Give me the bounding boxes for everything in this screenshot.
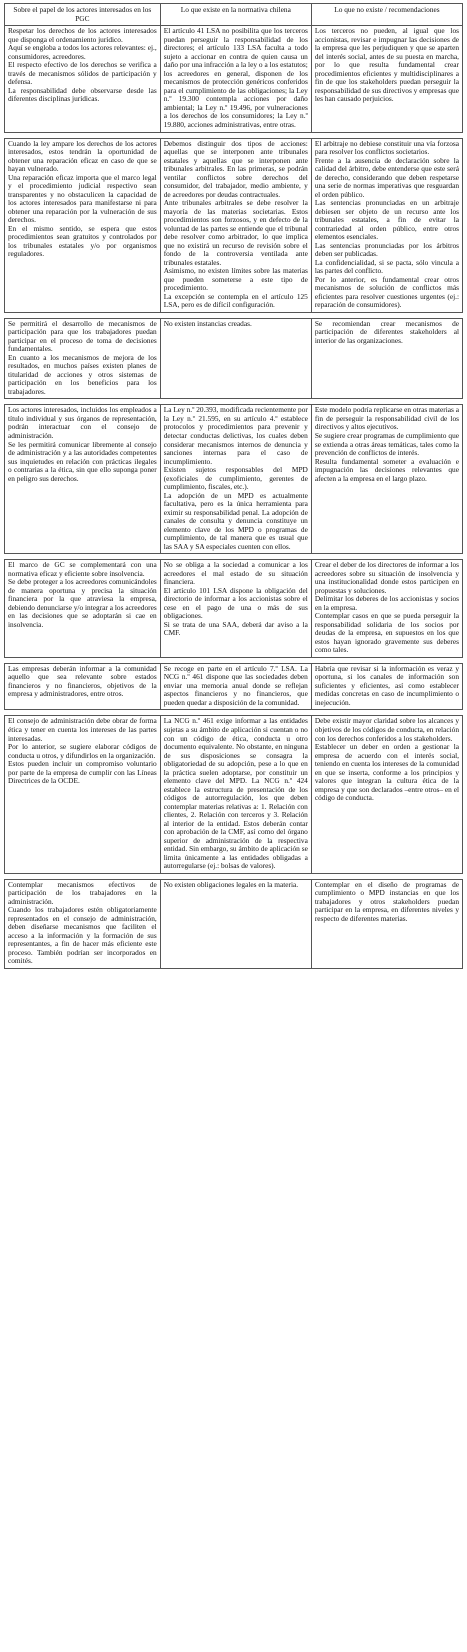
- cell-paragraph: Una reparación eficaz importa que el marco legal y el procedimiento judicial respectivo sean transparentes y no obstaculicen la capacidad de los actores interesados para manifestarse ni para obtener una reparación por la vulneración de sus derechos.: [8, 172, 157, 225]
- cell-paragraph: Contemplar casos en que se pueda perseguir la responsabilidad solidaria de los socios por deudas de la empresa, en supuestos en los que estos hayan ignorado gravemente sus deberes como tales.: [314, 611, 459, 655]
- chilean-regulation-cell: [160, 879, 311, 968]
- table-header-row: [5, 4, 463, 26]
- cell-paragraph: Las empresas deberán informar a la comunidad aquello que sea relevante sobre estados financieros y no financieros, objetivos de la empresa y administradores, entre otros.: [8, 663, 157, 699]
- cell-paragraph: Los actores interesados, incluidos los empleados a título individual y sus órganos de representación, podrán interactuar con el consejo de administración.: [8, 405, 157, 440]
- chilean-regulation-cell: [160, 318, 311, 399]
- cell-paragraph: Los terceros no pueden, al igual que los accionistas, revisar e impugnar las decisiones de la empresa que les perjudiquen y que se aparten del interés social, antes de su puesta en marcha, por lo que resulta fundamental crear procedimientos eficientes y multidisciplinares a fin de que los stakeholders puedan perseguir la responsabilidad de sus directivos y empresas que les han causado perjuicios.: [314, 26, 459, 104]
- comparison-table: [4, 3, 463, 969]
- stakeholder-role-cell: [5, 138, 161, 312]
- chilean-regulation-cell: [160, 560, 311, 658]
- cell-paragraph: La responsabilidad debe observarse desde las diferentes disciplinas jurídicas.: [8, 85, 157, 104]
- stakeholder-role-cell: [5, 560, 161, 658]
- cell-paragraph: Contemplar en el diseño de programas de cumplimiento o MPD instancias en que los trabajadores y otros stakeholders puedan participar en la empresa, en diferentes niveles y respecto de diferentes materias.: [314, 879, 459, 923]
- stakeholder-role-cell: [5, 26, 161, 132]
- cell-paragraph: Si se trata de una SAA, deberá dar aviso a la CMF.: [163, 619, 308, 638]
- cell-paragraph: Debe existir mayor claridad sobre los alcances y objetivos de los códigos de conducta, en relación con los derechos conferidos a los stakeholders.: [314, 716, 459, 743]
- table-row: [5, 879, 463, 968]
- recommendation-cell: [311, 405, 462, 554]
- table-row: [5, 26, 463, 132]
- cell-paragraph: Por lo anterior, se sugiere elaborar códigos de conducta u otros, y difundirlos en la organización.: [8, 742, 157, 760]
- recommendation-cell: [311, 560, 462, 658]
- cell-paragraph: Se les permitirá comunicar libremente al consejo de administración y a las autoridades competentes sus inquietudes en relación con prácticas ilegales o contrarias a la ética, sin que ello suponga poner en peligro sus derechos.: [8, 439, 157, 483]
- cell-paragraph: La NCG n.º 461 exige informar a las entidades sujetas a su ámbito de aplicación si cuentan o no con un código de ética, conducta u otro documento equivalente. No obstante, en ninguna de sus disposiciones se consagra la obligatoriedad de su adopción, pese a lo que en la práctica suelen adoptarse, por constituir un elemento clave del MPD. La NCG n.º 424 establece la estructura de presentación de los códigos de autorregulación, los que deben contemplar materias relativas a: 1. Relación con clientes, 2. Relación con terceros y 3. Relación al interior de la entidad. Estos deberán contar con aprobación de la CMF, así como del órgano superior de administración de la respectiva entidad. Sin embargo, su ámbito de aplicación se limita únicamente a las entidades obligadas a autorregularse (ej.: bolsas de valores).: [163, 716, 308, 871]
- header-stakeholder-role: Sobre el papel de los actores interesados en los PGC: [5, 4, 161, 26]
- cell-paragraph: Existen sujetos responsables del MPD (exoficiales de cumplimiento, gerentes de cumplimiento, fiscales, etc.).: [163, 465, 308, 492]
- cell-paragraph: Contemplar mecanismos efectivos de participación de los trabajadores en la administración.: [8, 879, 157, 906]
- cell-paragraph: El marco de GC se complementará con una normativa eficaz y eficiente sobre insolvencia.: [8, 560, 157, 578]
- recommendation-cell: [311, 138, 462, 312]
- cell-paragraph: No se obliga a la sociedad a comunicar a los acreedores el mal estado de su situación financiera.: [163, 560, 308, 587]
- recommendation-cell: [311, 716, 462, 873]
- cell-paragraph: En el mismo sentido, se espera que estos procedimientos sean gratuitos y controlados por los tribunales estatales y/o por organismos reguladores.: [8, 223, 157, 259]
- stakeholder-role-cell: [5, 879, 161, 968]
- cell-paragraph: Se permitirá el desarrollo de mecanismos de participación para que los trabajadores puedan participar en el proceso de toma de decisiones fundamentales.: [8, 318, 157, 354]
- header-recommendations: Lo que no existe / recomendaciones: [311, 4, 462, 26]
- chilean-regulation-cell: [160, 663, 311, 710]
- recommendation-cell: [311, 318, 462, 399]
- cell-paragraph: Estos pueden incluir un compromiso voluntario por parte de la empresa de cumplir con las Líneas Directrices de la OCDE.: [8, 759, 157, 786]
- cell-paragraph: Se debe proteger a los acreedores comunicándoles de manera oportuna y precisa la situación financiera por la que atraviesa la empresa, debiendo denunciarse y/o integrar a los acreedores en las decisiones que se adoptarán si cae en insolvencia.: [8, 577, 157, 629]
- recommendation-cell: [311, 663, 462, 710]
- cell-paragraph: La excepción se contempla en el artículo 125 LSA, pero es de difícil configuración.: [163, 291, 308, 310]
- cell-paragraph: Por lo anterior, es fundamental crear otros mecanismos de solución de conflictos más eficientes para resolver cuestiones urgentes (ej.: reparación de consumidores).: [314, 274, 459, 310]
- stakeholder-role-cell: [5, 318, 161, 399]
- cell-paragraph: En cuanto a los mecanismos de mejora de los resultados, en muchos países existen planes de titularidad de acciones y otros sistemas de participación en los beneficios para los trabajadores.: [8, 352, 157, 396]
- document-page: [4, 3, 463, 969]
- cell-paragraph: Se recoge en parte en el artículo 7.º LSA. La NCG n.º 461 dispone que las sociedades deben enviar una memoria anual donde se reflejan aspectos financieros y no financieros, que pueden quedar a disposición de la comunidad.: [163, 663, 308, 707]
- header-chilean-regulation: Lo que existe en la normativa chilena: [160, 4, 311, 26]
- cell-paragraph: Respetar los derechos de los actores interesados que disponga el ordenamiento jurídico.: [8, 26, 157, 44]
- cell-paragraph: Cuando los trabajadores estén obligatoriamente representados en el consejo de administración, deben diseñarse mecanismos que faciliten el acceso a la información y la formación de sus representantes, a fin de hacer más eficiente este proceso. También podrían ser incorporados en comités.: [8, 905, 157, 966]
- cell-paragraph: La Ley n.º 20.393, modificada recientemente por la Ley n.º 21.595, en su artículo 4.º establece protocolos y procedimientos para prevenir y detectar conductas delictivas, los cuales deben considerar mecanismos internos de denuncia y sanciones internas para el caso de incumplimiento.: [163, 405, 308, 466]
- cell-paragraph: Se sugiere crear programas de cumplimiento que se extienda a otras áreas temáticas, tales como la prevención de conflictos de interés.: [314, 431, 459, 458]
- cell-paragraph: Las sentencias pronunciadas por los árbitros deben ser publicadas.: [314, 240, 459, 259]
- stakeholder-role-cell: [5, 663, 161, 710]
- cell-paragraph: Crear el deber de los directores de informar a los acreedores sobre su situación de insolvencia y una institucionalidad donde estos participen en propuestas y soluciones.: [314, 560, 459, 595]
- cell-paragraph: Se recomiendan crear mecanismos de participación de diferentes stakeholders al interior de las organizaciones.: [314, 318, 459, 345]
- cell-paragraph: Cuando la ley ampare los derechos de los actores interesados, estos tendrán la oportunidad de obtener una reparación eficaz en caso de que se hayan vulnerado.: [8, 138, 157, 174]
- chilean-regulation-cell: [160, 26, 311, 132]
- table-row: [5, 405, 463, 554]
- cell-paragraph: Este modelo podría replicarse en otras materias a fin de perseguir la responsabilidad civil de los directivos y altos ejecutivos.: [314, 405, 460, 432]
- cell-paragraph: Ante tribunales arbitrales se debe resolver la mayoría de las materias societarias. Estos procedimientos son forzosos, y en defecto de la voluntad de las partes se entiende que el tribunal debe resolver como arbitrador, lo que implica que no existirá un recurso de revisión sobre el fondo de la controversia ventilada ante tribunales estatales.: [163, 198, 308, 267]
- chilean-regulation-cell: [160, 405, 311, 554]
- cell-paragraph: La adopción de un MPD es actualmente facultativa, pero es la única herramienta para eximir su responsabilidad penal. La adopción de canales de consulta y denuncia constituye un elemento clave de los MPD o programas de cumplimiento, de tal manera que es usual que las SAA y SA especiales cuenten con ellos.: [163, 490, 308, 551]
- cell-paragraph: Habría que revisar si la información es veraz y oportuna, si los canales de información son suficientes y eficientes, así como establecer medidas concretas en caso de incumplimiento o inejecución.: [314, 663, 459, 707]
- chilean-regulation-cell: [160, 716, 311, 873]
- stakeholder-role-cell: [5, 716, 161, 873]
- table-row: [5, 663, 463, 710]
- cell-paragraph: Resulta fundamental someter a evaluación e impugnación las decisiones relevantes que afecten a la empresa en el largo plazo.: [314, 456, 459, 483]
- cell-paragraph: Debemos distinguir dos tipos de acciones: aquellas que se interponen ante tribunales estatales y aquellas que se interponen ante tribunales arbitrales. En las primeras, se podrán ventilar conflictos sobre derechos del consumidor, del trabajador, medio ambiente, y de acreedores por deudas contractuales.: [163, 138, 308, 199]
- table-row: [5, 318, 463, 399]
- cell-paragraph: Frente a la ausencia de declaración sobre la calidad del árbitro, debe entenderse que este será de derecho, considerando que deben respetarse una serie de normas imperativas que resguardan el orden público.: [314, 155, 459, 199]
- cell-paragraph: Asimismo, no existen límites sobre las materias que pueden someterse a este tipo de procedimiento.: [163, 266, 308, 293]
- stakeholder-role-cell: [5, 405, 161, 554]
- cell-paragraph: No existen instancias creadas.: [163, 318, 252, 328]
- cell-paragraph: La confidencialidad, si se pacta, sólo vincula a las partes del conflicto.: [314, 257, 459, 276]
- cell-paragraph: El artículo 101 LSA dispone la obligación del directorio de informar a los accionistas sobre el cese en el pago de una o más de sus obligaciones.: [163, 585, 308, 621]
- recommendation-cell: [311, 26, 462, 132]
- table-row: [5, 716, 463, 873]
- cell-paragraph: El consejo de administración debe obrar de forma ética y tener en cuenta los intereses de las partes interesadas.: [8, 716, 157, 743]
- chilean-regulation-cell: [160, 138, 311, 312]
- cell-paragraph: El respecto efectivo de los derechos se verifica a través de mecanismos sólidos de participación y defensa.: [8, 60, 157, 87]
- table-row: [5, 560, 463, 658]
- cell-paragraph: Establecer un deber en orden a gestionar la empresa de acuerdo con el interés social, teniendo en cuenta los intereses de la comunidad en que se inserta, conforme a los principios y valores que integran la cultura ética de la empresa y que son declarados –entre otros– en el código de conducta.: [314, 742, 459, 803]
- recommendation-cell: [311, 879, 462, 968]
- cell-paragraph: Delimitar los deberes de los accionistas y socios en la empresa.: [314, 594, 459, 612]
- cell-paragraph: El arbitraje no debiese constituir una vía forzosa para resolver los conflictos societarios.: [314, 138, 459, 157]
- cell-paragraph: No existen obligaciones legales en la materia.: [163, 879, 299, 889]
- cell-paragraph: Las sentencias pronunciadas en un arbitraje debiesen ser objeto de un recurso ante los tribunales estatales, a fin de evitar la contrariedad al orden público, entre otros elementos esenciales.: [314, 198, 459, 242]
- cell-paragraph: Aquí se engloba a todos los actores relevantes: ej., consumidores, acreedores.: [8, 43, 157, 61]
- cell-paragraph: El artículo 41 LSA no posibilita que los terceros puedan perseguir la responsabilidad de los directores; el artículo 133 LSA faculta a todo sujeto a accionar en contra de quien causa un daño por una infracción a la ley o a los estatutos; los acreedores en general, disponen de los mecanismos de protección genéricos conferidos para el cumplimiento de las obligaciones; la Ley n.º 19.300 contempla acciones por daño ambiental; la Ley n.º 19.496, por vulneraciones a los derechos de los consumidores; la Ley n.º 19.880, acciones administrativas, entre otras.: [163, 26, 308, 129]
- table-row: [5, 138, 463, 312]
